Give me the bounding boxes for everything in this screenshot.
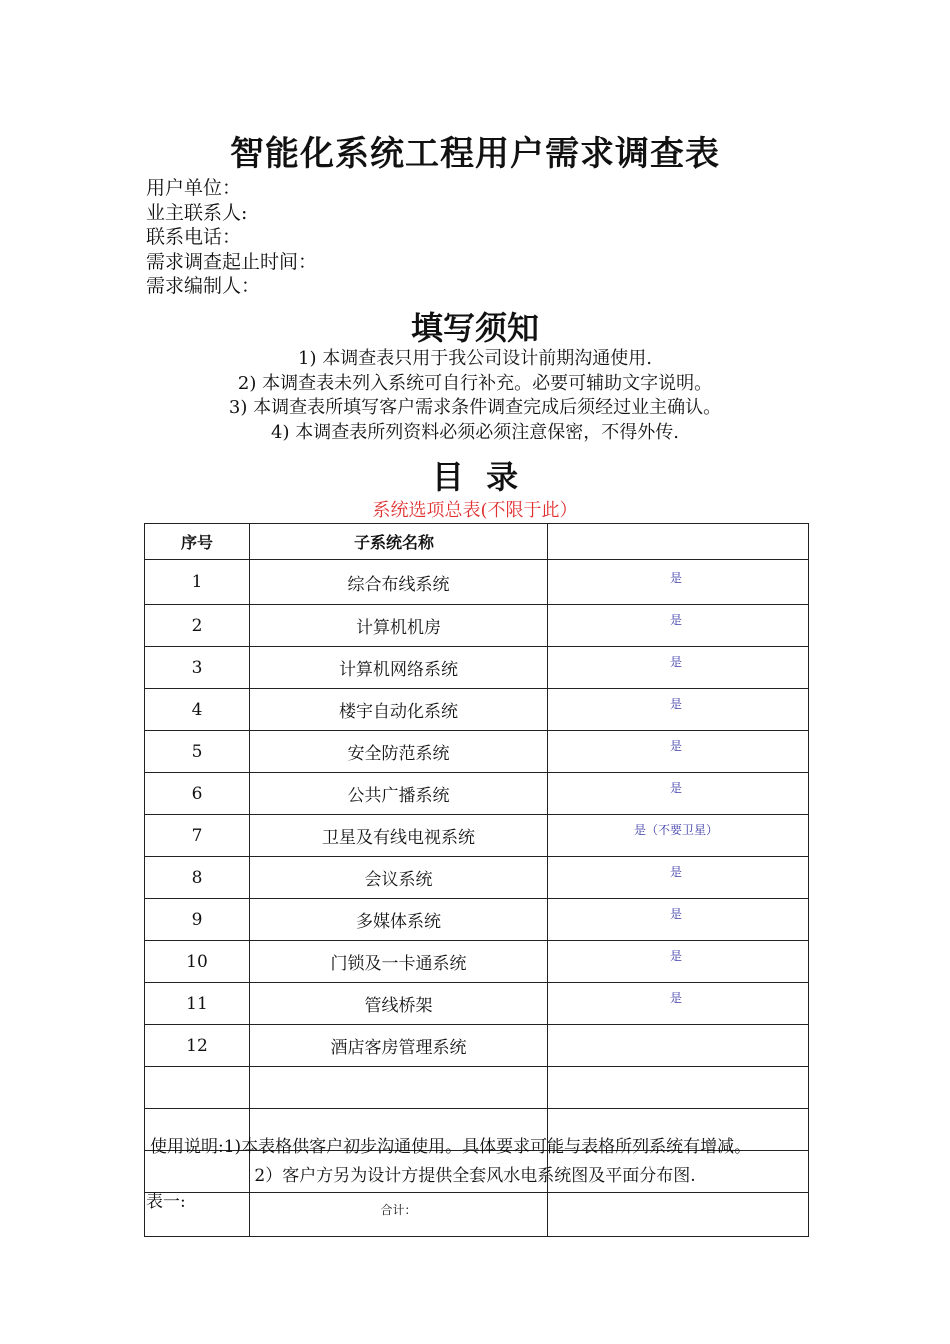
row-selection — [548, 1067, 809, 1109]
row-subsystem: 楼宇自动化系统 — [250, 689, 548, 731]
table-row — [145, 1025, 809, 1067]
row-selection: 是 — [548, 983, 809, 1025]
row-subsystem: 计算机机房 — [250, 605, 548, 647]
header-index: 序号 — [145, 524, 250, 560]
row-subsystem: 多媒体系统 — [250, 899, 548, 941]
table-row — [145, 1067, 809, 1109]
row-index: 7 — [145, 815, 250, 857]
row-index: 11 — [145, 983, 250, 1025]
table-row — [145, 731, 809, 773]
total-label: 合计： — [250, 1193, 548, 1237]
info-survey-period: 需求调查起止时间： — [146, 250, 318, 273]
row-subsystem: 综合布线系统 — [250, 560, 548, 605]
row-selection — [548, 1025, 809, 1067]
system-options-table — [144, 523, 809, 1237]
usage-note-1: 使用说明:1)本表格供客户初步沟通使用。具体要求可能与表格所列系统有增减。 — [150, 1137, 752, 1157]
table-total-row — [145, 1193, 809, 1237]
table-row — [145, 941, 809, 983]
row-index: 8 — [145, 857, 250, 899]
row-subsystem — [250, 1067, 548, 1109]
row-subsystem: 会议系统 — [250, 857, 548, 899]
toc-heading: 目 录 — [431, 458, 519, 496]
table-subtitle: 系统选项总表(不限于此） — [372, 500, 578, 521]
table-row — [145, 857, 809, 899]
row-index: 3 — [145, 647, 250, 689]
table-row — [145, 899, 809, 941]
document-title: 智能化系统工程用户需求调查表 — [230, 134, 720, 174]
note-item: 2) 本调查表未列入系统可自行补充。必要可辅助文字说明。 — [237, 372, 713, 394]
header-selection — [548, 524, 809, 560]
table-one-label: 表一: — [146, 1192, 186, 1212]
row-index: 1 — [145, 560, 250, 605]
notice-heading: 填写须知 — [410, 309, 539, 347]
row-index: 5 — [145, 731, 250, 773]
info-phone: 联系电话： — [146, 226, 242, 248]
row-index: 9 — [145, 899, 250, 941]
table-row — [145, 605, 809, 647]
header-subsystem-name: 子系统名称 — [250, 524, 548, 560]
notes-block — [0, 347, 950, 445]
row-index: 2 — [145, 605, 250, 647]
row-index: 10 — [145, 941, 250, 983]
table-row — [145, 815, 809, 857]
row-selection: 是 — [548, 605, 809, 647]
info-block — [146, 176, 317, 299]
note-item: 1) 本调查表只用于我公司设计前期沟通使用. — [298, 348, 652, 369]
row-subsystem: 管线桥架 — [250, 983, 548, 1025]
table-row — [145, 647, 809, 689]
row-selection: 是 — [548, 560, 809, 605]
row-subsystem: 酒店客房管理系统 — [250, 1025, 548, 1067]
row-selection: 是 — [548, 689, 809, 731]
info-owner-contact: 业主联系人: — [146, 201, 248, 224]
usage-note-2: 2）客户方另为设计方提供全套风水电系统图及平面分布图. — [254, 1166, 696, 1186]
row-selection: 是 — [548, 647, 809, 689]
note-item: 3) 本调查表所填写客户需求条件调查完成后须经过业主确认。 — [228, 397, 722, 418]
row-subsystem: 卫星及有线电视系统 — [250, 815, 548, 857]
row-index: 12 — [145, 1025, 250, 1067]
row-selection: 是 — [548, 731, 809, 773]
row-selection: 是 — [548, 773, 809, 815]
row-index — [145, 1067, 250, 1109]
row-index: 4 — [145, 689, 250, 731]
row-selection: 是（不要卫星） — [548, 815, 809, 857]
table-header-row — [145, 524, 809, 560]
row-subsystem: 公共广播系统 — [250, 773, 548, 815]
info-compiler: 需求编制人： — [146, 275, 261, 297]
row-selection: 是 — [548, 857, 809, 899]
row-selection: 是 — [548, 899, 809, 941]
table-row — [145, 689, 809, 731]
row-index: 6 — [145, 773, 250, 815]
row-subsystem: 安全防范系统 — [250, 731, 548, 773]
row-subsystem: 门锁及一卡通系统 — [250, 941, 548, 983]
total-value-cell — [548, 1193, 809, 1237]
table-row — [145, 560, 809, 605]
table-row — [145, 773, 809, 815]
info-user-unit: 用户单位： — [146, 177, 242, 199]
row-subsystem: 计算机网络系统 — [250, 647, 548, 689]
note-item: 4) 本调查表所列资料必须必须注意保密，不得外传. — [271, 421, 679, 443]
table-row — [145, 983, 809, 1025]
row-selection: 是 — [548, 941, 809, 983]
